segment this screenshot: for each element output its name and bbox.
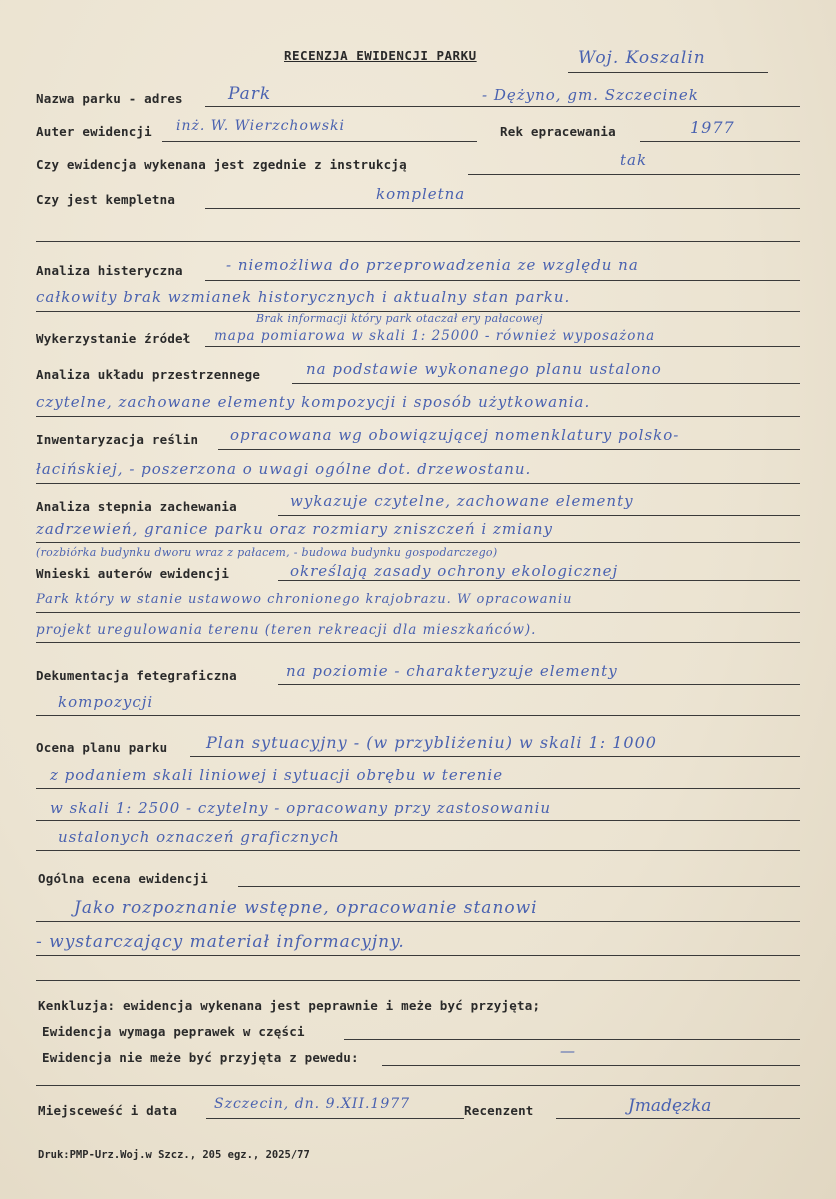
year-label: Rek epracewania <box>500 124 616 139</box>
plan-value-4: ustalonych oznaczeń graficznych <box>58 828 340 846</box>
conclusion-label: Kenkluzja: ewidencja wykenana jest peprawnie i meże być przyjęta; <box>38 998 541 1013</box>
corrections-label: Ewidencja wymaga peprawek w części <box>42 1024 305 1039</box>
conclusions-value-3: projekt uregulowania terenu (teren rekreacji dla mieszkańców). <box>36 622 537 638</box>
instruction-label: Czy ewidencja wykenana jest zgednie z instrukcją <box>36 157 407 172</box>
inventory-value-1: opracowana wg obowiązującej nomenklatury polsko- <box>230 426 680 444</box>
sources-label: Wykerzystanie źródeł <box>36 331 191 346</box>
voivodeship-handwritten: Woj. Koszalin <box>578 48 706 68</box>
photo-line-2 <box>36 715 800 716</box>
instruction-line <box>468 174 800 175</box>
conclusions-label: Wnieski auterów ewidencji <box>36 566 230 581</box>
historical-value-1: - niemożliwa do przeprowadzenia ze względu na <box>226 256 639 274</box>
rejected-label: Ewidencja nie meże być przyjęta z pewedu: <box>42 1050 359 1065</box>
park-name-label: Nazwa parku - adres <box>36 91 183 106</box>
plan-line-1 <box>190 756 800 757</box>
form-title: RECENZJA EWIDENCJI PARKU <box>284 48 477 63</box>
overall-value-1: Jako rozpoznanie wstępne, opracowanie stanowi <box>74 898 538 918</box>
conclusions-value-2: Park który w stanie ustawowo chronionego krajobrazu. W opracowaniu <box>36 592 573 607</box>
historical-label: Analiza histeryczna <box>36 263 183 278</box>
complete-line-1 <box>205 208 800 209</box>
complete-line-2 <box>36 241 800 242</box>
reviewer-signature: Jmadęzka <box>628 1096 712 1116</box>
overall-line-2 <box>36 921 800 922</box>
preservation-value-2: zadrzewień, granice parku oraz rozmiary zniszczeń i zmiany <box>36 520 553 538</box>
overall-line-1 <box>238 886 800 887</box>
photo-value-1: na poziomie - charakteryzuje elementy <box>286 662 618 680</box>
park-address-value: - Dężyno, gm. Szczecinek <box>482 86 699 104</box>
sources-note: Brak informacji który park otaczał ery pałacowej <box>256 312 543 325</box>
plan-line-2 <box>36 788 800 789</box>
conclusions-line-3 <box>36 642 800 643</box>
rejected-line <box>382 1065 800 1066</box>
rejected-value: — <box>560 1042 576 1060</box>
preservation-label: Analiza stepnia zachewania <box>36 499 237 514</box>
author-label: Auter ewidencji <box>36 124 152 139</box>
complete-label: Czy jest kempletna <box>36 192 176 207</box>
plan-value-2: z podaniem skali liniowej i sytuacji obrębu w terenie <box>50 766 504 784</box>
spatial-line-2 <box>36 416 800 417</box>
sources-line <box>205 346 800 347</box>
plan-value-1: Plan sytuacyjny - (w przybliżeniu) w skali 1: 1000 <box>206 733 657 752</box>
plan-value-3: w skali 1: 2500 - czytelny - opracowany przy zastosowaniu <box>50 799 552 817</box>
overall-line-4 <box>36 980 800 981</box>
overall-value-2: - wystarczający materiał informacyjny. <box>36 932 405 952</box>
plan-label: Ocena planu parku <box>36 740 168 755</box>
year-line <box>640 141 800 142</box>
preservation-line-2 <box>36 542 800 543</box>
spatial-value-1: na podstawie wykonanego planu ustalono <box>306 360 662 378</box>
instruction-value: tak <box>620 151 648 169</box>
plan-line-3 <box>36 820 800 821</box>
complete-value: kompletna <box>376 185 466 203</box>
conclusions-line-1 <box>278 580 800 581</box>
sources-value: mapa pomiarowa w skali 1: 25000 - również wyposażona <box>214 328 656 344</box>
conclusions-line-2 <box>36 612 800 613</box>
year-value: 1977 <box>690 118 735 137</box>
historical-line-1 <box>205 280 800 281</box>
print-footer: Druk:PMP-Urz.Woj.w Szcz., 205 egz., 2025/77 <box>38 1149 310 1161</box>
inventory-value-2: łacińskiej, - poszerzona o uwagi ogólne dot. drzewostanu. <box>36 460 532 478</box>
spatial-label: Analiza układu przestrzennege <box>36 367 261 382</box>
voivodeship-underline <box>568 72 768 73</box>
place-date-value: Szczecin, dn. 9.XII.1977 <box>214 1096 411 1112</box>
overall-line-3 <box>36 955 800 956</box>
reviewer-label: Recenzent <box>464 1103 534 1118</box>
historical-value-2: całkowity brak wzmianek historycznych i aktualny stan parku. <box>36 288 571 306</box>
overall-label: Ogólna ecena ewidencji <box>38 871 208 886</box>
preservation-line-1 <box>278 515 800 516</box>
rejected-line-2 <box>36 1085 800 1086</box>
photo-line-1 <box>278 684 800 685</box>
spatial-value-2: czytelne, zachowane elementy kompozycji i sposób użytkowania. <box>36 393 591 411</box>
photo-label: Dekumentacja fetegraficzna <box>36 668 237 683</box>
inventory-label: Inwentaryzacja reślin <box>36 432 199 447</box>
photo-value-2: kompozycji <box>58 693 154 711</box>
place-date-label: Miejsceweść i data <box>38 1103 178 1118</box>
spatial-line-1 <box>292 383 800 384</box>
reviewer-line <box>556 1118 800 1119</box>
inventory-line-2 <box>36 483 800 484</box>
place-date-line <box>206 1118 464 1119</box>
park-name-value: Park <box>228 84 272 104</box>
author-value: inż. W. Wierzchowski <box>176 118 346 134</box>
preservation-value-1: wykazuje czytelne, zachowane elementy <box>290 492 634 510</box>
park-name-line <box>205 106 800 107</box>
conclusions-value-1: określają zasady ochrony ekologicznej <box>290 562 619 580</box>
corrections-line <box>344 1039 800 1040</box>
author-line <box>162 141 477 142</box>
plan-line-4 <box>36 850 800 851</box>
preservation-note: (rozbiórka budynku dworu wraz z pałacem, - budowa budynku gospodarczego) <box>36 546 498 559</box>
inventory-line-1 <box>218 449 800 450</box>
